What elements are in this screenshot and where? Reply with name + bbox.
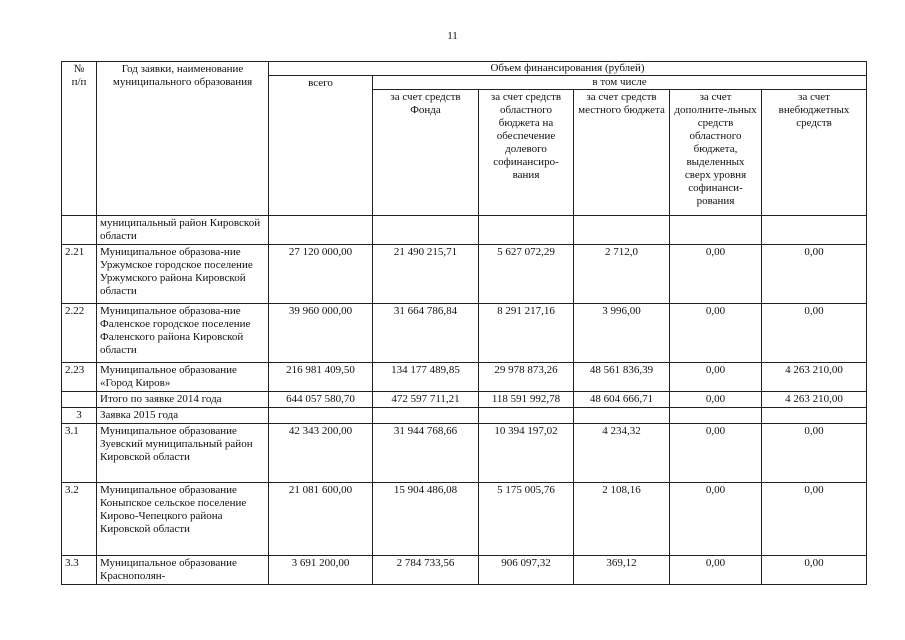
row-num xyxy=(62,216,97,245)
header-including: в том числе xyxy=(373,76,867,90)
row-total: 21 081 600,00 xyxy=(269,483,373,556)
header-fund: за счет средств Фонда xyxy=(373,90,479,216)
row-regional xyxy=(479,216,574,245)
row-additional xyxy=(670,408,762,424)
row-local: 2 712,0 xyxy=(574,245,670,304)
row-regional: 8 291 217,16 xyxy=(479,304,574,363)
row-name: Итого по заявке 2014 года xyxy=(97,392,269,408)
table-section-2015 xyxy=(62,408,867,424)
table-row xyxy=(62,483,867,556)
row-fund xyxy=(373,408,479,424)
row-name: муниципальный район Кировской области xyxy=(97,216,269,245)
row-additional: 0,00 xyxy=(670,245,762,304)
row-extra: 4 263 210,00 xyxy=(762,363,867,392)
row-total: 39 960 000,00 xyxy=(269,304,373,363)
row-extra: 0,00 xyxy=(762,483,867,556)
row-name: Муниципальное образование Зуевский муниципальный район Кировской области xyxy=(97,424,269,483)
row-regional: 5 627 072,29 xyxy=(479,245,574,304)
header-extrabudget: за счет внебюджетных средств xyxy=(762,90,867,216)
row-extra xyxy=(762,216,867,245)
row-fund: 2 784 733,56 xyxy=(373,556,479,585)
header-num: № п/п xyxy=(62,62,97,216)
row-local: 2 108,16 xyxy=(574,483,670,556)
row-num: 3.1 xyxy=(62,424,97,483)
row-extra: 0,00 xyxy=(762,556,867,585)
row-total: 216 981 409,50 xyxy=(269,363,373,392)
row-fund: 31 664 786,84 xyxy=(373,304,479,363)
table-row xyxy=(62,556,867,585)
row-local: 48 561 836,39 xyxy=(574,363,670,392)
row-extra: 0,00 xyxy=(762,424,867,483)
header-regional: за счет средств областного бюджета на обеспечение долевого софинансиро-вания xyxy=(479,90,574,216)
row-num: 2.21 xyxy=(62,245,97,304)
row-regional: 29 978 873,26 xyxy=(479,363,574,392)
table-row xyxy=(62,363,867,392)
row-additional: 0,00 xyxy=(670,363,762,392)
row-num xyxy=(62,392,97,408)
row-fund: 21 490 215,71 xyxy=(373,245,479,304)
row-extra xyxy=(762,408,867,424)
row-name: Муниципальное образование «Город Киров» xyxy=(97,363,269,392)
row-regional: 10 394 197,02 xyxy=(479,424,574,483)
financing-table xyxy=(61,61,867,585)
row-name: Заявка 2015 года xyxy=(97,408,269,424)
row-fund xyxy=(373,216,479,245)
row-num: 2.23 xyxy=(62,363,97,392)
table-row-total-2014 xyxy=(62,392,867,408)
row-local: 3 996,00 xyxy=(574,304,670,363)
row-num: 3 xyxy=(62,408,97,424)
row-num: 3.3 xyxy=(62,556,97,585)
row-total xyxy=(269,216,373,245)
header-name: Год заявки, наименование муниципального образования xyxy=(97,62,269,216)
header-total: всего xyxy=(269,76,373,216)
row-num: 3.2 xyxy=(62,483,97,556)
header-volume: Объем финансирования (рублей) xyxy=(269,62,867,76)
row-total: 3 691 200,00 xyxy=(269,556,373,585)
page-number: 11 xyxy=(447,30,458,42)
row-regional: 5 175 005,76 xyxy=(479,483,574,556)
row-fund: 134 177 489,85 xyxy=(373,363,479,392)
row-total: 644 057 580,70 xyxy=(269,392,373,408)
row-extra: 0,00 xyxy=(762,304,867,363)
row-total: 27 120 000,00 xyxy=(269,245,373,304)
row-local: 369,12 xyxy=(574,556,670,585)
row-local: 48 604 666,71 xyxy=(574,392,670,408)
row-regional: 118 591 992,78 xyxy=(479,392,574,408)
table-row xyxy=(62,216,867,245)
row-additional: 0,00 xyxy=(670,483,762,556)
row-local xyxy=(574,408,670,424)
row-total: 42 343 200,00 xyxy=(269,424,373,483)
row-additional: 0,00 xyxy=(670,304,762,363)
row-fund: 15 904 486,08 xyxy=(373,483,479,556)
row-name: Муниципальное образование Краснополян- xyxy=(97,556,269,585)
row-name: Муниципальное образова-ние Фаленское городское поселение Фаленского района Кировской области xyxy=(97,304,269,363)
table-row xyxy=(62,304,867,363)
row-extra: 0,00 xyxy=(762,245,867,304)
row-fund: 472 597 711,21 xyxy=(373,392,479,408)
row-regional xyxy=(479,408,574,424)
row-total xyxy=(269,408,373,424)
row-num: 2.22 xyxy=(62,304,97,363)
row-extra: 4 263 210,00 xyxy=(762,392,867,408)
table-row xyxy=(62,424,867,483)
header-local: за счет средств местного бюджета xyxy=(574,90,670,216)
row-local: 4 234,32 xyxy=(574,424,670,483)
header-additional: за счет дополните-льных средств областного бюджета, выделенных сверх уровня софинанси-рования xyxy=(670,90,762,216)
table-row xyxy=(62,245,867,304)
row-additional: 0,00 xyxy=(670,556,762,585)
row-additional: 0,00 xyxy=(670,392,762,408)
row-name: Муниципальное образова-ние Уржумское городское поселение Уржумского района Кировской области xyxy=(97,245,269,304)
row-additional: 0,00 xyxy=(670,424,762,483)
row-additional xyxy=(670,216,762,245)
row-name: Муниципальное образование Коныпское сельское поселение Кирово-Чепецкого района Кировской области xyxy=(97,483,269,556)
row-fund: 31 944 768,66 xyxy=(373,424,479,483)
row-local xyxy=(574,216,670,245)
row-regional: 906 097,32 xyxy=(479,556,574,585)
